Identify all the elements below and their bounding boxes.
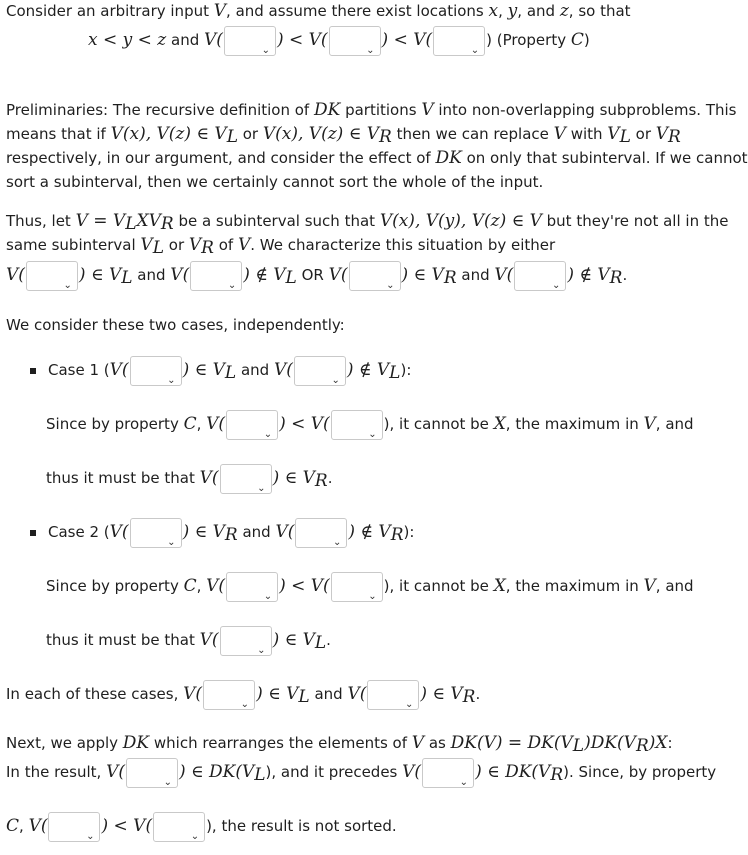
subscript: L — [224, 363, 237, 383]
dropdown-21[interactable] — [422, 758, 474, 788]
math: V( — [170, 265, 190, 285]
subscript: L — [572, 736, 585, 756]
math: x < y < z — [88, 30, 167, 50]
math: V(x), V(z) ∈ V — [262, 124, 379, 144]
thus-line-1 — [6, 210, 728, 232]
dropdown-4[interactable] — [26, 261, 78, 291]
math: z — [559, 1, 569, 21]
chevron-down-icon: ⌄ — [227, 279, 237, 291]
dropdown-12[interactable] — [220, 464, 272, 494]
math: ) < V( — [279, 414, 330, 434]
math: V( — [206, 576, 226, 596]
math: V — [421, 100, 434, 120]
math: ) < V( — [276, 30, 328, 50]
text: on only that subinterval. If we cannot — [461, 149, 748, 167]
text: In each of these cases, — [6, 685, 184, 703]
text: which rearranges the elements of — [149, 734, 412, 752]
subscript: L — [285, 268, 297, 288]
chevron-down-icon: ⌄ — [167, 536, 176, 548]
text: of — [213, 236, 238, 254]
subscript: R — [160, 214, 174, 234]
math: DK — [122, 733, 150, 753]
case-2-heading — [30, 516, 414, 548]
text: ): — [403, 523, 415, 541]
text: ): — [400, 361, 412, 379]
math: ) ∈ DK(V — [475, 762, 551, 782]
property-c-line — [88, 24, 590, 56]
math: V( — [106, 762, 125, 782]
text: be a subinterval such that — [173, 212, 380, 230]
math: C — [6, 816, 20, 836]
text: or — [630, 125, 656, 143]
text: OR — [296, 266, 329, 284]
dropdown-8[interactable] — [130, 356, 182, 386]
subscript: L — [298, 687, 310, 707]
math: ) ∈ V — [272, 630, 315, 650]
text: and — [456, 266, 495, 284]
prelim-line-2 — [6, 123, 681, 145]
prelim-line-4 — [6, 171, 543, 193]
dropdown-19[interactable] — [367, 680, 419, 710]
chevron-down-icon: ⌄ — [404, 698, 414, 710]
dropdown-10[interactable] — [226, 410, 278, 440]
text: respectively, in our argument, and consider the effect of — [6, 149, 436, 167]
math: V( — [183, 684, 203, 704]
chevron-down-icon: ⌄ — [257, 644, 266, 656]
text: , — [196, 415, 207, 433]
subscript: R — [390, 525, 404, 545]
math: )X — [648, 733, 668, 753]
math: V( — [28, 816, 48, 836]
text: Preliminaries: The recursive definition of — [6, 101, 314, 119]
text: . — [327, 469, 333, 487]
text: or — [164, 236, 189, 254]
text: or — [237, 125, 263, 143]
result-line — [6, 756, 716, 788]
subscript: R — [462, 687, 476, 707]
text: In the result, — [6, 763, 107, 781]
chevron-down-icon: ⌄ — [332, 536, 342, 548]
chevron-down-icon: ⌄ — [331, 374, 340, 386]
math: ) ∈ V — [420, 684, 463, 704]
math: V( — [402, 762, 422, 782]
math: V(x), V(y), V(z) ∈ V — [379, 211, 542, 231]
bullet-icon — [30, 530, 36, 536]
case-1-thus — [46, 462, 332, 494]
subscript: R — [609, 268, 623, 288]
intro-line — [6, 0, 631, 22]
thus-line-2 — [6, 234, 555, 256]
math: ) ∉ V — [243, 265, 286, 285]
text: . We characterize this situation by either — [250, 236, 556, 254]
dropdown-17[interactable] — [220, 626, 272, 656]
math: V(x), V(z) ∈ V — [110, 124, 227, 144]
chevron-down-icon: ⌄ — [163, 776, 172, 788]
text: Case 1 ( — [48, 361, 110, 379]
subscript: L — [254, 765, 266, 785]
text: and — [166, 31, 205, 49]
math: DK — [435, 148, 462, 168]
subscript: L — [152, 238, 164, 258]
text: Case 2 ( — [48, 523, 110, 541]
math: V — [237, 235, 251, 255]
dropdown-1[interactable] — [224, 26, 276, 56]
text: Next, we apply — [6, 734, 123, 752]
subscript: R — [443, 268, 457, 288]
next-line — [6, 732, 673, 754]
text: : — [667, 734, 673, 752]
text: and — [236, 361, 274, 379]
text: ), and it precedes — [265, 763, 403, 781]
math: ) ∈ V — [182, 360, 225, 380]
math: ) ∉ V — [348, 522, 391, 542]
chevron-down-icon: ⌄ — [470, 44, 480, 56]
thus-line-3 — [6, 259, 627, 291]
subscript: L — [226, 127, 238, 147]
math: V — [553, 124, 566, 144]
chevron-down-icon: ⌄ — [240, 698, 250, 710]
consider-line — [6, 314, 345, 336]
each-case-line — [6, 678, 480, 710]
math: V( — [273, 360, 293, 380]
text: partitions — [340, 101, 422, 119]
math: V — [643, 414, 656, 434]
subscript: L — [125, 214, 137, 234]
subscript: L — [121, 268, 133, 288]
text: ), it cannot be — [383, 577, 494, 595]
math: V — [213, 1, 227, 21]
bullet-icon — [30, 368, 36, 374]
chevron-down-icon: ⌄ — [368, 428, 377, 440]
text: , and — [655, 577, 694, 595]
dropdown-20[interactable] — [126, 758, 178, 788]
case-2-thus — [46, 624, 331, 656]
case-2-since — [46, 570, 694, 602]
text: ). Since, by property — [563, 763, 717, 781]
subscript: R — [550, 765, 564, 785]
text: Thus, let — [6, 212, 76, 230]
dropdown-23[interactable] — [153, 812, 205, 842]
text: , — [196, 577, 207, 595]
text: , the maximum in — [505, 415, 644, 433]
chevron-down-icon: ⌄ — [366, 44, 375, 56]
chevron-down-icon: ⌄ — [263, 590, 273, 602]
math: ) ∈ V — [182, 522, 225, 542]
math: V( — [494, 265, 514, 285]
math: X — [493, 414, 506, 434]
text: same subinterval — [6, 236, 141, 254]
text: then we can replace — [391, 125, 554, 143]
math: )DK(V — [584, 733, 636, 753]
subscript: L — [389, 363, 401, 383]
math: V — [188, 235, 202, 255]
text: ), the result is not sorted. — [206, 817, 397, 835]
text: . — [475, 685, 481, 703]
subscript: R — [314, 471, 328, 491]
chevron-down-icon: ⌄ — [459, 776, 469, 788]
math: ) ∈ DK(V — [178, 762, 255, 782]
math: V( — [275, 522, 295, 542]
text: . — [326, 631, 331, 649]
math: V( — [206, 414, 226, 434]
math: V( — [199, 630, 219, 650]
dropdown-7[interactable] — [514, 261, 566, 291]
text: thus it must be that — [46, 631, 200, 649]
text: Since by property — [46, 577, 184, 595]
text: and — [132, 266, 171, 284]
math: V = V — [75, 211, 126, 231]
math: V( — [109, 360, 129, 380]
math: V( — [6, 265, 25, 285]
text: as — [424, 734, 451, 752]
math: ) < V( — [279, 576, 330, 596]
math: X — [493, 576, 506, 596]
math: V — [411, 733, 425, 753]
math: V( — [328, 265, 348, 285]
math: X — [136, 211, 149, 231]
math: DK(V) = DK(V — [450, 733, 573, 753]
math: ) ∈ V — [256, 684, 299, 704]
math: V — [148, 211, 161, 231]
dropdown-16[interactable] — [331, 572, 383, 602]
math: ) < V( — [381, 30, 433, 50]
math: V — [643, 576, 656, 596]
text: but they're not all in the — [541, 212, 729, 230]
text: , and — [517, 2, 560, 20]
chevron-down-icon: ⌄ — [63, 279, 72, 291]
text: into non-overlapping subproblems. This — [433, 101, 737, 119]
text: means that if — [6, 125, 111, 143]
text: sort a subinterval, then we certainly cannot sort the whole of the input. — [6, 173, 544, 191]
math: V( — [109, 522, 129, 542]
dropdown-18[interactable] — [203, 680, 255, 710]
text: , so that — [568, 2, 631, 20]
text: , the maximum in — [505, 577, 644, 595]
dropdown-5[interactable] — [190, 261, 242, 291]
math: V — [140, 235, 153, 255]
dropdown-22[interactable] — [48, 812, 100, 842]
text: Consider an arbitrary input — [6, 2, 214, 20]
text: , — [498, 2, 508, 20]
text: . — [622, 266, 628, 284]
chevron-down-icon: ⌄ — [86, 830, 95, 842]
text: and — [309, 685, 348, 703]
math: V( — [204, 30, 223, 50]
math: V — [655, 124, 669, 144]
math: V — [607, 124, 620, 144]
chevron-down-icon: ⌄ — [368, 590, 377, 602]
text: , — [19, 817, 29, 835]
math: ) ∈ V — [78, 265, 122, 285]
math: C — [183, 414, 197, 434]
dropdown-6[interactable] — [349, 261, 401, 291]
case-1-since — [46, 408, 694, 440]
chevron-down-icon: ⌄ — [386, 279, 395, 291]
prelim-line-3 — [6, 147, 748, 169]
dropdown-2[interactable] — [329, 26, 381, 56]
dropdown-14[interactable] — [295, 518, 347, 548]
math: V( — [347, 684, 367, 704]
chevron-down-icon: ⌄ — [263, 428, 273, 440]
text: Since by property — [46, 415, 184, 433]
math: x — [488, 1, 499, 21]
chevron-down-icon: ⌄ — [551, 279, 561, 291]
text: and — [237, 523, 276, 541]
text: , and — [655, 415, 694, 433]
subscript: R — [635, 736, 649, 756]
math: C — [570, 30, 584, 50]
math: ) ∈ V — [272, 468, 315, 488]
math: DK — [313, 100, 341, 120]
dropdown-9[interactable] — [294, 356, 346, 386]
chevron-down-icon: ⌄ — [190, 830, 200, 842]
prelim-line-1 — [6, 99, 737, 121]
subscript: R — [668, 127, 681, 147]
text: thus it must be that — [46, 469, 200, 487]
subscript: R — [224, 525, 238, 545]
chevron-down-icon: ⌄ — [167, 374, 176, 386]
chevron-down-icon: ⌄ — [257, 482, 266, 494]
dropdown-15[interactable] — [226, 572, 278, 602]
math: ) ∉ V — [567, 265, 610, 285]
math: C — [183, 576, 197, 596]
math: ) ∈ V — [401, 265, 444, 285]
subscript: R — [378, 127, 392, 147]
last-line — [6, 810, 397, 842]
dropdown-11[interactable] — [331, 410, 383, 440]
math: V( — [199, 468, 219, 488]
math: ) < V( — [101, 816, 153, 836]
text: with — [565, 125, 608, 143]
subscript: L — [619, 127, 631, 147]
dropdown-3[interactable] — [433, 26, 485, 56]
dropdown-13[interactable] — [130, 518, 182, 548]
text: We consider these two cases, independently: — [6, 316, 345, 334]
text: ), it cannot be — [383, 415, 494, 433]
text: ) (Property — [486, 31, 571, 49]
subscript: L — [314, 633, 327, 653]
chevron-down-icon: ⌄ — [261, 44, 270, 56]
math: ) ∉ V — [346, 360, 390, 380]
text: , and assume there exist locations — [226, 2, 489, 20]
case-1-heading — [30, 354, 411, 386]
text: ) — [583, 31, 590, 49]
math: y — [507, 1, 518, 21]
subscript: R — [201, 238, 214, 258]
